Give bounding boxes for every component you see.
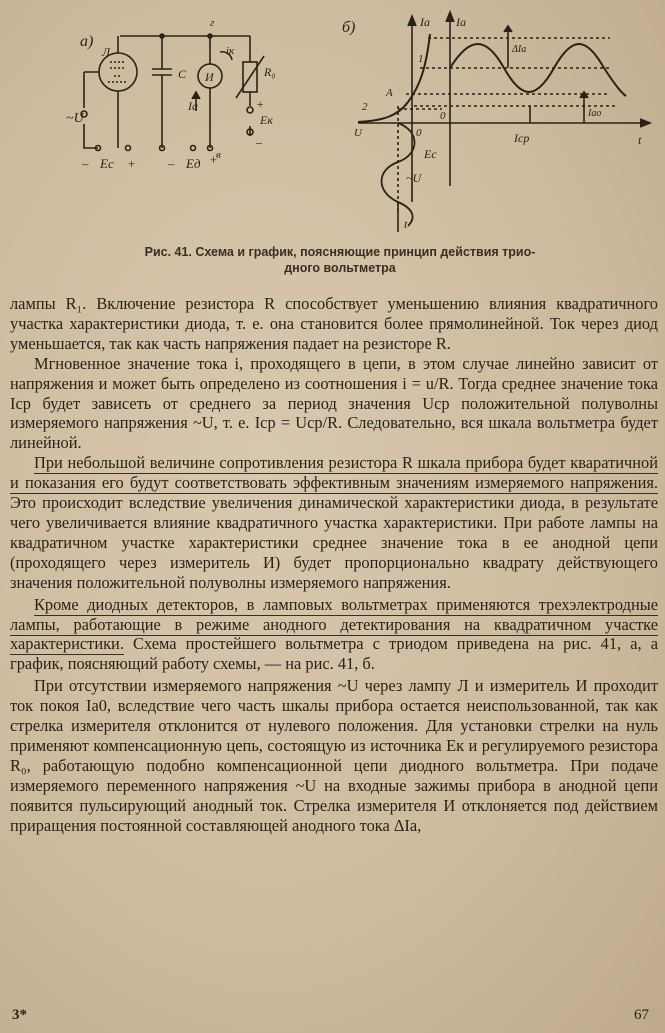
u-source-label: ~U <box>66 111 84 126</box>
t-bottom-label: t <box>404 217 408 231</box>
minus-ec: – <box>82 156 89 171</box>
u-left-label: U <box>354 127 362 139</box>
paragraph-4-rest: Схема простейшего вольтметра с триодом приведена на рис. 41, а, а график, поясняющий работу схемы, — на рис. 41, б. <box>10 634 658 674</box>
ik-label: iк <box>226 45 235 57</box>
u-graph-label: ~U <box>406 171 422 185</box>
node-v-label: в <box>216 149 221 161</box>
meter-label: И <box>205 70 214 84</box>
plus-ec: + <box>127 156 136 171</box>
paragraph-3 <box>10 453 658 592</box>
paragraph-4-underlined: Кроме диодных детекторов, в ламповых вольтметрах применяются трехэлектродные лампы, работающие в режиме анодного детектирования на квадратичном участке характеристики. <box>10 594 658 654</box>
figure-41 <box>10 6 655 238</box>
figure-caption <box>70 244 610 276</box>
ec-label: Eс <box>100 156 114 171</box>
caption-line-2: дного вольтметра <box>284 261 396 275</box>
icp-label: Iср <box>514 131 530 145</box>
figure-41-drawing <box>10 6 655 238</box>
ed-label: Eд <box>186 156 201 171</box>
capacitor-label: С <box>178 67 187 81</box>
ia-axis-right: Ia <box>456 15 466 29</box>
paragraph-3-rest: Это происходит вследствие увеличения динамической характеристики диода, в результате чего увеличивается влияние квадратичного участка характеристики. При работе лампы на квадратичном участке характеристики среднее значение тока в ее анодной цепи (проходящего через измеритель И) будет пропорционально квадрату действующего значения положительной полуволны измеряемого напряжения. <box>10 493 658 592</box>
page-number: 67 <box>634 1007 649 1023</box>
zero-left: 0 <box>416 127 422 139</box>
label-b: б) <box>342 19 356 36</box>
minus-ek: – <box>256 135 262 149</box>
plus-ed: + <box>209 152 218 167</box>
body-text <box>10 294 658 835</box>
ia-axis-left: Ia <box>420 15 430 29</box>
zero-right: 0 <box>440 110 446 122</box>
ec-axis-label: Ec <box>424 147 437 161</box>
point-a: A <box>386 87 393 99</box>
paragraph-5: При отсутствии измеряемого напряжения ~U через лампу Л и измеритель И проходит ток покоя Iа0, вследствие чего часть шкалы прибора остается неиспользованной, так как стрелка измерителя отклонится от нулевого положения. Для установки стрелки на нуль применяют компенсационную цепь, состоящую из источника Eк и регулируемого резистора R₀, работающую подобно компенсационной цепи диодного вольтметра. При подаче измеряемого переменного напряжения ~U на входные зажимы прибора в анодной цепи появится пульсирующий анодный ток. Стрелка измерителя И отклоняется под действием приращения постоянной составляющей анодного тока ΔIа, <box>10 676 658 835</box>
plus-ek: + <box>256 97 265 111</box>
caption-line-1: Рис. 41. Схема и график, поясняющие принцип действия трио- <box>144 245 536 259</box>
delta-ia-label: ΔIa <box>512 44 527 55</box>
minus-ed: – <box>168 156 175 171</box>
paragraph-3-underlined: При небольшой величине сопротивления резистора R шкала прибора будет кваратичной и показания его будут соответствовать эффективным значениям измеряемого напряжения. <box>10 453 658 493</box>
iao-label: Iao <box>588 108 602 119</box>
label-a: а) <box>80 33 94 50</box>
paragraph-1: лампы R₁. Включение резистора R способствует уменьшению влияния квадратичного участка характеристики диода, т. е. она становится более прямолинейной. Ток через диод уменьшается, так как часть напряжения падает на резисторе R. <box>10 294 658 353</box>
paragraph-4 <box>10 595 658 675</box>
ek-label: Eк <box>260 113 273 127</box>
point-1: 1 <box>418 53 424 65</box>
signature-mark: 3* <box>12 1007 27 1023</box>
point-2: 2 <box>362 101 368 113</box>
t-right-label: t <box>638 133 642 147</box>
paragraph-2: Мгновенное значение тока i, проходящего в цепи, в этом случае линейно зависит от напряжения и может быть определено из соотношения i = u/R. Тогда среднее значение тока Iср будет зависеть от среднего за период значения Uср положительной полуволны измеряемого напряжения ~U, т. е. Iср = Uср/R. Следовательно, вся шкала вольтметра будет линейной. <box>10 353 658 453</box>
lamp-label: Л <box>102 45 111 59</box>
ia-label: Iа <box>188 99 198 113</box>
node-g-label: г <box>210 17 215 29</box>
r0-label: R₀ <box>264 65 276 79</box>
